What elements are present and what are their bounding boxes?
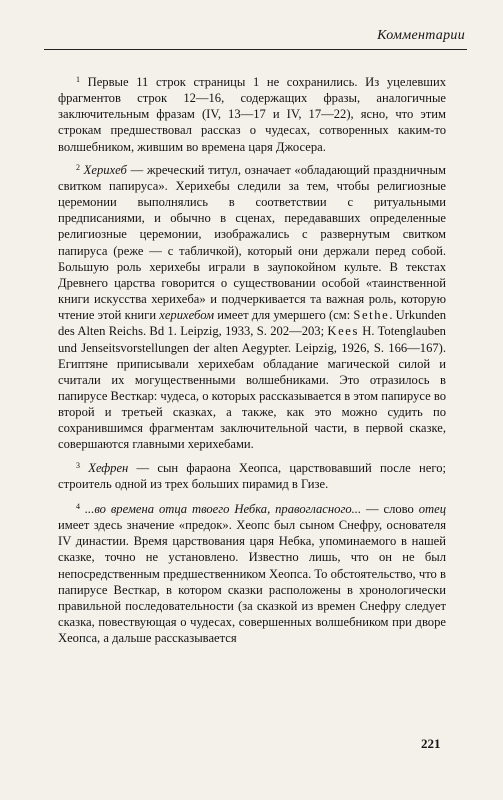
footnote-text: — слово xyxy=(361,501,419,516)
footnote-text: — сын фараона Хеопса, царствовавший после него; строитель одной из трех больших пирамид в Гизе. xyxy=(58,460,446,491)
footnote-text: . Urkunden des Alten Reichs. Bd 1. Leipzig, 1933, S. 202—203; xyxy=(58,308,446,339)
footnote-text: Хефрен xyxy=(88,460,129,475)
footnote-text: отец xyxy=(418,501,446,516)
footnote-text: имеет здесь значение «предок». Хеопс был сыном Снефру, основателя IV династии. Время царствования царя Небка, упоминаемого в нашей сказке, точно не установлено. Известно лишь, что он не был непосредственным предшественником Хеопса. То обстоятельство, что в папирусе Весткар, в котором сказки расположены в хронологически правильной последовательности (за сказкой из времен Снефру следует сказка, повествующая о чудесах, совершенных волшебником при дворе Хеопса, а дальше рассказывается xyxy=(58,518,446,646)
footnote-text: H. Totenglauben und Jenseitsvorstellungen der alten Aegypter. Leipzig, 1926, S. 166—167). Египтяне приписывали херихебам обладание магической силой и считали их могущественными волшебниками. Это отразилось в папирусе Весткар: чудеса, о которых рассказывается в этом папирусе во второй и третьей сказках, а также, как это можно судить по сохранившимся фрагментам заключительной части, в первой сказке, совершаются главными херихебами. xyxy=(58,324,446,452)
footnote-1 xyxy=(58,74,446,155)
footnote-text: Херихеб xyxy=(83,162,127,177)
footnote-text: Kees xyxy=(327,324,359,339)
footnote-number: 2 xyxy=(76,162,80,172)
page-number: 221 xyxy=(421,736,441,751)
footnote-text: — жреческий титул, означает «обладающий праздничным свитком папируса». Херихебы следили за тем, чтобы религиозные церемонии выполнялись в соответствии с ритуальными предписаниями, и обычно в сценах, передававших определенные религиозные церемонии, изображались с развернутым свитком папируса (реже — с табличкой), который они держали перед собой. Большую роль херихебы играли в заупокойном культе. В текстах Древнего царства говорится о существовании особой «таинственной книги искусства херихеба» и подчеркивается та важная роль, которую чтение этой книги xyxy=(58,162,446,323)
footnote-number: 1 xyxy=(76,75,80,84)
footnote-text: имеет для умершего (см: xyxy=(214,308,354,323)
footnote-text: Sethe xyxy=(353,308,390,323)
footnote-3 xyxy=(58,460,446,492)
commentary-body xyxy=(58,74,446,653)
footnote-number: 4 xyxy=(76,501,80,511)
running-head: Комментарии xyxy=(377,28,465,43)
footnote-text: ...во времена отца твоего Небка, правогласного... xyxy=(84,501,362,516)
header-rule xyxy=(44,49,467,50)
footnote-4 xyxy=(58,501,446,646)
footnote-number: 3 xyxy=(76,460,80,470)
footnote-text: Первые 11 строк страницы 1 не сохранились. Из уцелевших фрагментов строк 12—16, содержащих фразы, аналогичные заключительным фразам (IV, 13—17 и IV, 17—22), ясно, что этим строкам предшествовал рассказ о чудесах, сотворенных каким-то волшебником, жившим во времена царя Джосера. xyxy=(58,75,447,154)
footnote-2 xyxy=(58,162,446,453)
footnote-text: херихебом xyxy=(159,308,215,323)
